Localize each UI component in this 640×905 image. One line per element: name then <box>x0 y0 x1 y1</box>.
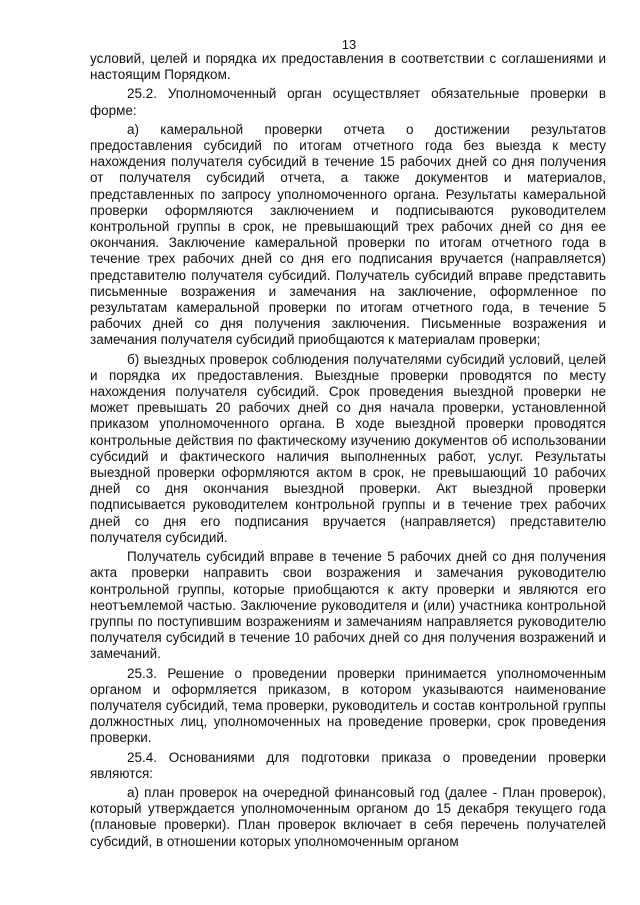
paragraph-25-3: 25.3. Решение о проведении проверки принимается уполномоченным органом и оформляется приказом, в котором указываются наименование получателя субсидий, тема проверки, руководитель и состав контрольной группы должностных лиц, уполномоченных на проведение проверки, срок проведения проверки. <box>90 665 606 746</box>
paragraph-objections: Получатель субсидий вправе в течение 5 рабочих дней со дня получения акта проверки направить свои возражения и замечания руководителю контрольной группы, которые приобщаются к акту проверки и являются его неотъемлемой частью. Заключение руководителя и (или) участника контрольной группы по поступившим возражениям и замечаниям направляется руководителю получателя субсидий в течение 10 рабочих дней со дня получения возражений и замечаний. <box>90 549 606 662</box>
paragraph-25-4-a: а) план проверок на очередной финансовый год (далее - План проверок), который утверждается уполномоченным органом до 15 декабря текущего года (плановые проверки). План проверок включает в себя перечень получателей субсидий, в отношении которых уполномоченным органом <box>90 784 606 849</box>
paragraph-25-2: 25.2. Уполномоченный орган осуществляет обязательные проверки в форме: <box>90 86 606 118</box>
paragraph-25-2-b: б) выездных проверок соблюдения получателями субсидий условий, целей и порядка их предоставления. Выездные проверки проводятся по месту нахождения получателя субсидий. Срок проведения выездной проверки не может превышать 20 рабочих дней со дня начала проверки, установленной приказом уполномоченного органа. В ходе выездной проверки проводятся контрольные действия по фактическому изучению документов об использовании субсидий и фактического наличия выполненных работ, услуг. Результаты выездной проверки оформляются актом в срок, не превышающий 10 рабочих дней со дня окончания выездной проверки. Акт выездной проверки подписывается руководителем контрольной группы и в течение трех рабочих дней со дня его подписания вручается (направляется) представителю получателя субсидий. <box>90 351 606 545</box>
document-body <box>90 51 606 850</box>
paragraph-25-4: 25.4. Основаниями для подготовки приказа о проведении проверки являются: <box>90 749 606 781</box>
paragraph-25-2-a: а) камеральной проверки отчета о достижении результатов предоставления субсидий по итогам отчетного года без выезда к месту нахождения получателя субсидий в течение 15 рабочих дней со дня получения от получателя субсидий отчета, а также документов и материалов, представленных по запросу уполномоченного органа. Результаты камеральной проверки оформляются заключением и подписываются руководителем контрольной группы в срок, не превышающий трех рабочих дней со дня ее окончания. Заключение камеральной проверки по итогам отчетного года в течение трех рабочих дней со дня его подписания вручается (направляется) представителю получателя субсидий. Получатель субсидий вправе представить письменные возражения и замечания на заключение, оформленное по результатам камеральной проверки по итогам отчетного года, в течение 5 рабочих дней со дня получения заключения. Письменные возражения и замечания получателя субсидий приобщаются к материалам проверки; <box>90 121 606 348</box>
paragraph-continuation: условий, целей и порядка их предоставления в соответствии с соглашениями и настоящим Порядком. <box>90 51 606 83</box>
page-number: 13 <box>341 37 357 52</box>
